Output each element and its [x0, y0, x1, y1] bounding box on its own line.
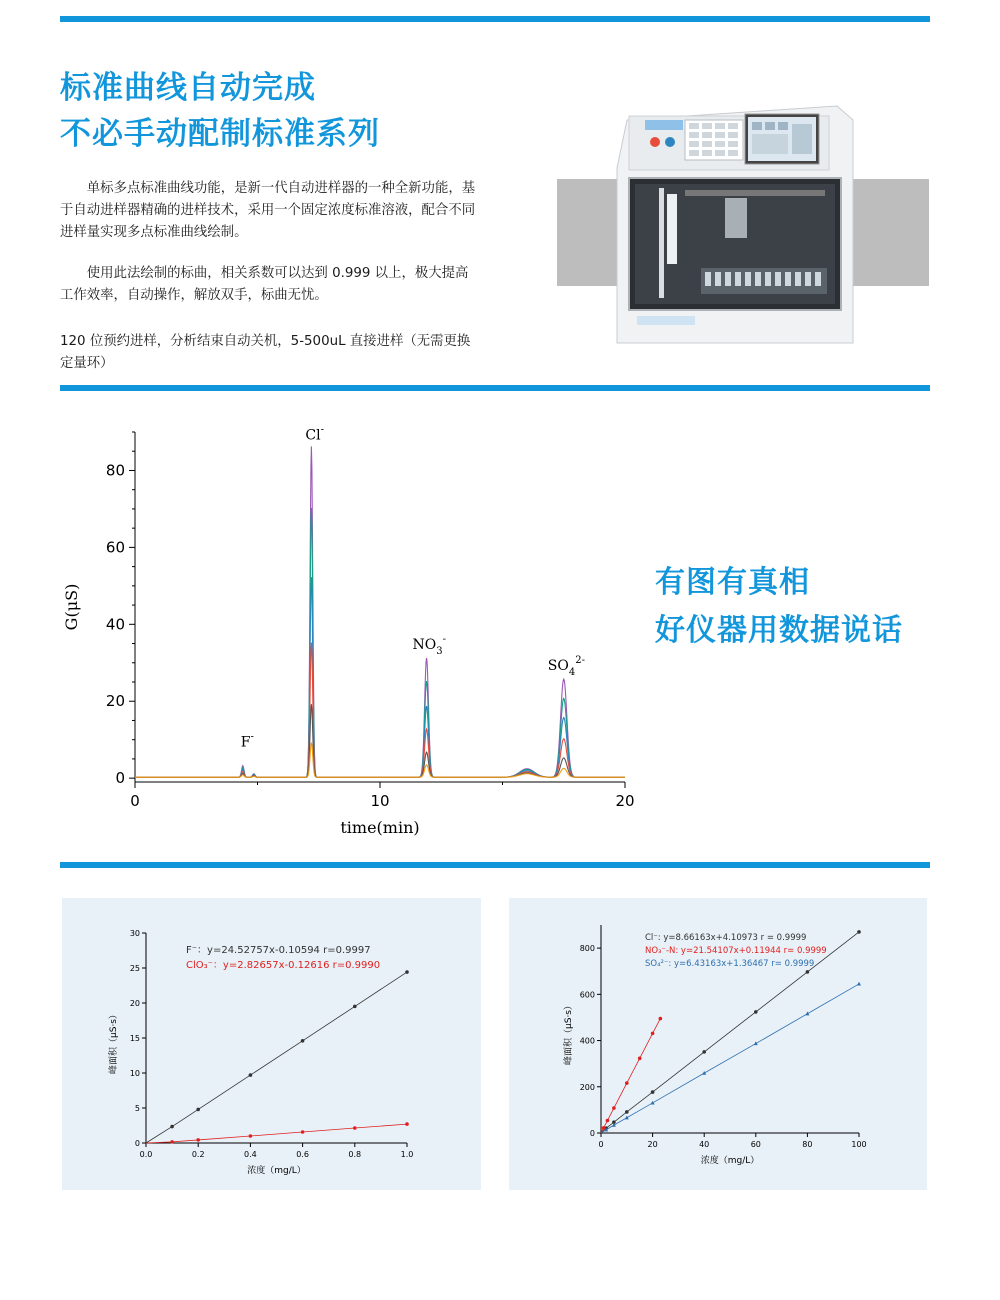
y-tick-label: 30 — [129, 929, 140, 938]
data-point — [702, 1050, 706, 1054]
chromatogram-trace — [135, 743, 625, 778]
stop-button-icon — [650, 137, 660, 147]
y-tick-label: 200 — [579, 1082, 595, 1092]
data-point — [301, 1130, 305, 1134]
y-tick-label: 0 — [589, 1129, 595, 1138]
data-point — [805, 1012, 809, 1016]
x-tick-label: 0.0 — [139, 1150, 153, 1159]
x-tick-label: 0.4 — [244, 1150, 257, 1159]
data-point — [405, 970, 409, 974]
data-point — [625, 1081, 629, 1085]
y-tick-label: 20 — [105, 692, 125, 711]
data-point — [638, 1057, 642, 1061]
x-tick-label: 0 — [598, 1140, 604, 1149]
x-axis-label: time(min) — [340, 818, 420, 837]
y-axis-label: G(μS) — [62, 583, 81, 631]
touch-screen-icon — [745, 114, 819, 164]
peak-label: $SO_4^{2-}$ — [547, 655, 585, 679]
x-tick-label: 1.0 — [400, 1150, 414, 1159]
y-tick-label: 800 — [579, 944, 595, 954]
data-point — [659, 1017, 663, 1021]
x-tick-label: 0.8 — [348, 1150, 362, 1159]
y-tick-label: 400 — [579, 1036, 595, 1046]
chromatogram-trace — [135, 704, 625, 777]
data-point — [806, 970, 810, 974]
peak-label: $NO_3^-$ — [412, 633, 447, 657]
y-tick-label: 15 — [129, 1034, 140, 1043]
legend-entry: NO₃⁻-N: y=21.54107x+0.11944 r= 0.9999 — [645, 946, 827, 956]
calibration-chart-anions — [509, 898, 927, 1190]
start-button-icon — [665, 137, 675, 147]
data-point — [170, 1125, 174, 1129]
y-tick-label: 80 — [105, 461, 125, 480]
data-point — [625, 1110, 629, 1114]
data-point — [170, 1140, 174, 1144]
data-point — [754, 1010, 758, 1014]
top-rule — [60, 16, 930, 22]
y-tick-label: 0 — [115, 769, 125, 788]
x-axis-label: 浓度（mg/L） — [700, 1156, 760, 1166]
data-point — [857, 982, 861, 986]
slogan-line-2: 好仪器用数据说话 — [655, 613, 903, 648]
paragraph-3: 120 位预约进样，分析结束自动关机，5-500uL 直接进样（无需更换定量环） — [60, 334, 471, 371]
legend-entry: F⁻：y=24.52757x-0.10594 r=0.9997 — [186, 945, 371, 956]
chromatogram-trace — [135, 508, 625, 777]
x-tick-label: 40 — [699, 1140, 710, 1149]
data-point — [353, 1005, 357, 1009]
legend-entry: Cl⁻: y=8.66163x+4.10973 r = 0.9999 — [645, 933, 807, 943]
data-point — [405, 1122, 409, 1126]
y-tick-label: 0 — [134, 1139, 140, 1148]
y-tick-label: 600 — [579, 990, 595, 1000]
x-tick-label: 0.2 — [191, 1150, 205, 1159]
fit-line — [146, 972, 407, 1143]
data-point — [196, 1108, 200, 1112]
data-point — [754, 1041, 758, 1045]
chromatogram-trace — [135, 446, 625, 777]
data-point — [606, 1119, 610, 1123]
headline-line-1: 标准曲线自动完成 — [60, 70, 316, 106]
paragraph-2: 使用此法绘制的标曲，相关系数可以达到 0.999 以上，极大提高工作效率，自动操作，解放双手，标曲无忧。 — [60, 266, 469, 303]
slogan-line-1: 有图有真相 — [655, 565, 810, 600]
brand-label-icon — [645, 120, 683, 130]
paragraph-1: 单标多点标准曲线功能，是新一代自动进样器的一种全新功能，基于自动进样器精确的进样技术，采用一个固定浓度标准溶液，配合不同进样量实现多点标准曲线绘制。 — [60, 181, 476, 240]
data-point — [625, 1116, 629, 1120]
legend-entry: ClO₃⁻：y=2.82657x-0.12616 r=0.9990 — [186, 960, 381, 971]
x-axis-label: 浓度（mg/L） — [247, 1166, 306, 1176]
y-tick-label: 60 — [105, 538, 125, 557]
autosampler-illustration — [605, 98, 865, 348]
x-tick-label: 10 — [370, 792, 390, 810]
y-axis-label: 峰面积（μS·s） — [109, 1010, 119, 1074]
calibration-chart-fluoride — [62, 898, 481, 1190]
y-tick-label: 20 — [129, 999, 140, 1008]
lower-rule — [60, 862, 930, 868]
data-point — [651, 1090, 655, 1094]
fit-line — [146, 1124, 407, 1143]
y-axis-label: 峰面积（μS·s） — [564, 1001, 574, 1065]
y-tick-label: 10 — [129, 1069, 140, 1078]
data-point — [651, 1032, 655, 1036]
data-point — [702, 1071, 706, 1075]
peak-label: Cl- — [305, 424, 324, 444]
middle-rule — [60, 385, 930, 391]
data-point — [857, 930, 861, 934]
peak-label: F- — [240, 731, 254, 751]
x-tick-label: 0.6 — [296, 1150, 309, 1159]
model-label-icon — [637, 316, 695, 325]
calibration-panel-left — [62, 898, 481, 1190]
x-tick-label: 80 — [802, 1140, 813, 1149]
data-point — [301, 1039, 305, 1043]
data-point — [249, 1073, 253, 1077]
y-tick-label: 5 — [134, 1104, 140, 1113]
keypad-icon — [685, 120, 743, 160]
x-tick-label: 0 — [130, 792, 140, 810]
chromatogram-trace — [135, 577, 625, 777]
legend-entry: SO₄²⁻: y=6.43163x+1.36467 r= 0.9999 — [645, 959, 815, 969]
data-point — [612, 1106, 616, 1110]
x-tick-label: 60 — [750, 1140, 761, 1149]
x-tick-label: 20 — [615, 792, 635, 810]
x-tick-label: 20 — [647, 1140, 658, 1149]
x-tick-label: 100 — [851, 1140, 867, 1149]
sample-chamber-window — [629, 178, 841, 310]
data-point — [249, 1134, 253, 1138]
chromatogram-chart — [55, 420, 655, 850]
data-point — [353, 1126, 357, 1130]
y-tick-label: 25 — [129, 964, 140, 973]
data-point — [602, 1126, 606, 1130]
headline-line-2: 不必手动配制标准系列 — [60, 116, 380, 152]
y-tick-label: 40 — [105, 615, 125, 634]
data-point — [196, 1138, 200, 1142]
data-point — [651, 1101, 655, 1105]
calibration-panel-right — [509, 898, 927, 1190]
